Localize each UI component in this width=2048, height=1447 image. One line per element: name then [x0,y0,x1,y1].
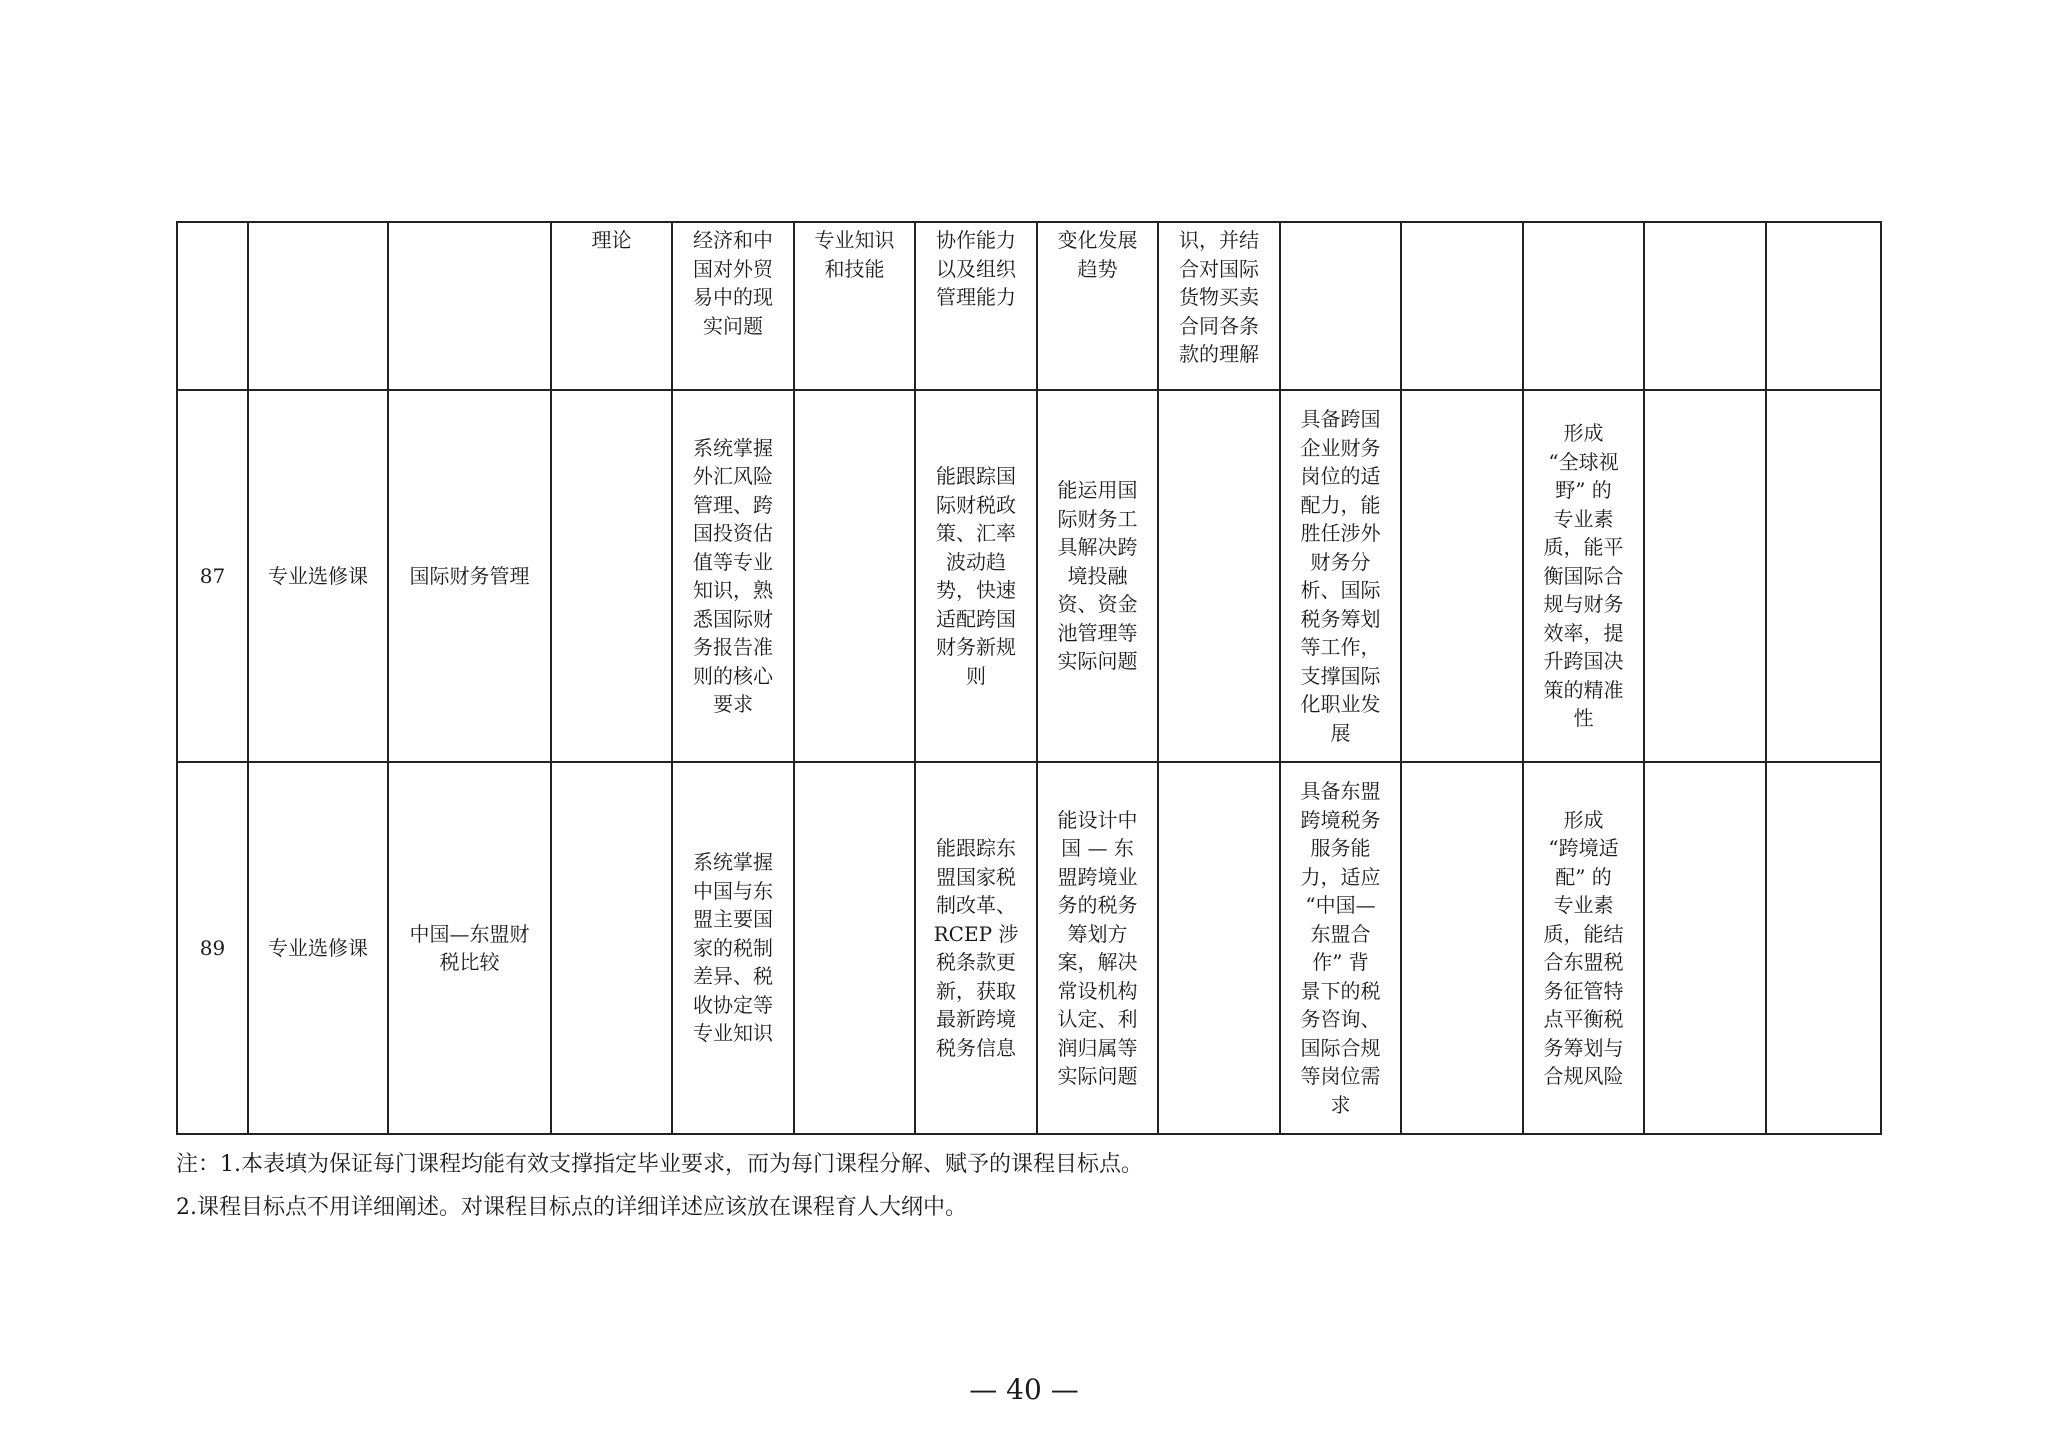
objective-cell: 变化发展 趋势 [1037,222,1158,390]
objective-cell: 协作能力 以及组织 管理能力 [915,222,1037,390]
table-row [177,762,1881,1134]
page-number: — 40 — [969,1373,1079,1406]
objective-cell [1766,222,1881,390]
objective-cell: 形成 “跨境适 配” 的 专业素 质，能结 合东盟税 务征管特 点平衡税 务筹划与 合规风险 [1523,762,1644,1134]
course-type-cell [248,222,388,390]
course-name-cell: 中国—东盟财 税比较 [388,762,551,1134]
course-objectives-table [176,221,1882,1135]
footnote-1: 注：1.本表填为保证每门课程均能有效支撑指定毕业要求，而为每门课程分解、赋予的课程目标点。 [176,1152,1143,1177]
course-type-cell: 专业选修课 [248,762,388,1134]
objective-cell: 专业知识 和技能 [794,222,915,390]
objective-cell: 能运用国 际财务工 具解决跨 境投融 资、资金 池管理等 实际问题 [1037,390,1158,762]
table-row [177,222,1881,390]
objective-cell [1401,390,1523,762]
objective-cell [1766,762,1881,1134]
objective-cell [1401,762,1523,1134]
objective-cell [551,390,672,762]
objective-cell: 系统掌握 外汇风险 管理、跨 国投资估 值等专业 知识，熟 悉国际财 务报告准 则的核心 要求 [672,390,794,762]
objective-cell: 具备跨国 企业财务 岗位的适 配力，能 胜任涉外 财务分 析、国际 税务筹划 等工作， 支撑国际 化职业发 展 [1280,390,1401,762]
objective-cell: 具备东盟 跨境税务 服务能 力，适应 “中国— 东盟合 作” 背 景下的税 务咨询、 国际合规 等岗位需 求 [1280,762,1401,1134]
course-number-cell: 89 [177,762,248,1134]
objective-cell: 理论 [551,222,672,390]
objective-cell [1401,222,1523,390]
objective-cell [1644,762,1766,1134]
objective-cell: 能跟踪东 盟国家税 制改革、 RCEP 涉 税条款更 新，获取 最新跨境 税务信息 [915,762,1037,1134]
objective-cell: 能跟踪国 际财税政 策、汇率 波动趋 势，快速 适配跨国 财务新规 则 [915,390,1037,762]
course-name-cell [388,222,551,390]
objective-cell: 系统掌握 中国与东 盟主要国 家的税制 差异、税 收协定等 专业知识 [672,762,794,1134]
course-number-cell [177,222,248,390]
table-row [177,390,1881,762]
objective-cell [794,390,915,762]
objective-cell [551,762,672,1134]
objective-cell: 识，并结 合对国际 货物买卖 合同各条 款的理解 [1158,222,1280,390]
objective-cell [1158,390,1280,762]
objective-cell [1644,222,1766,390]
course-number-cell: 87 [177,390,248,762]
objective-cell [1523,222,1644,390]
objective-cell [1158,762,1280,1134]
objective-cell: 能设计中 国 — 东 盟跨境业 务的税务 筹划方 案，解决 常设机构 认定、利 润归属等 实际问题 [1037,762,1158,1134]
objective-cell [794,762,915,1134]
objective-cell [1766,390,1881,762]
footnote-2: 2.课程目标点不用详细阐述。对课程目标点的详细详述应该放在课程育人大纲中。 [176,1195,967,1220]
objective-cell [1644,390,1766,762]
objective-cell [1280,222,1401,390]
course-type-cell: 专业选修课 [248,390,388,762]
objective-cell: 形成 “全球视 野” 的 专业素 质，能平 衡国际合 规与财务 效率，提 升跨国决 策的精准 性 [1523,390,1644,762]
course-name-cell: 国际财务管理 [388,390,551,762]
objective-cell: 经济和中 国对外贸 易中的现 实问题 [672,222,794,390]
